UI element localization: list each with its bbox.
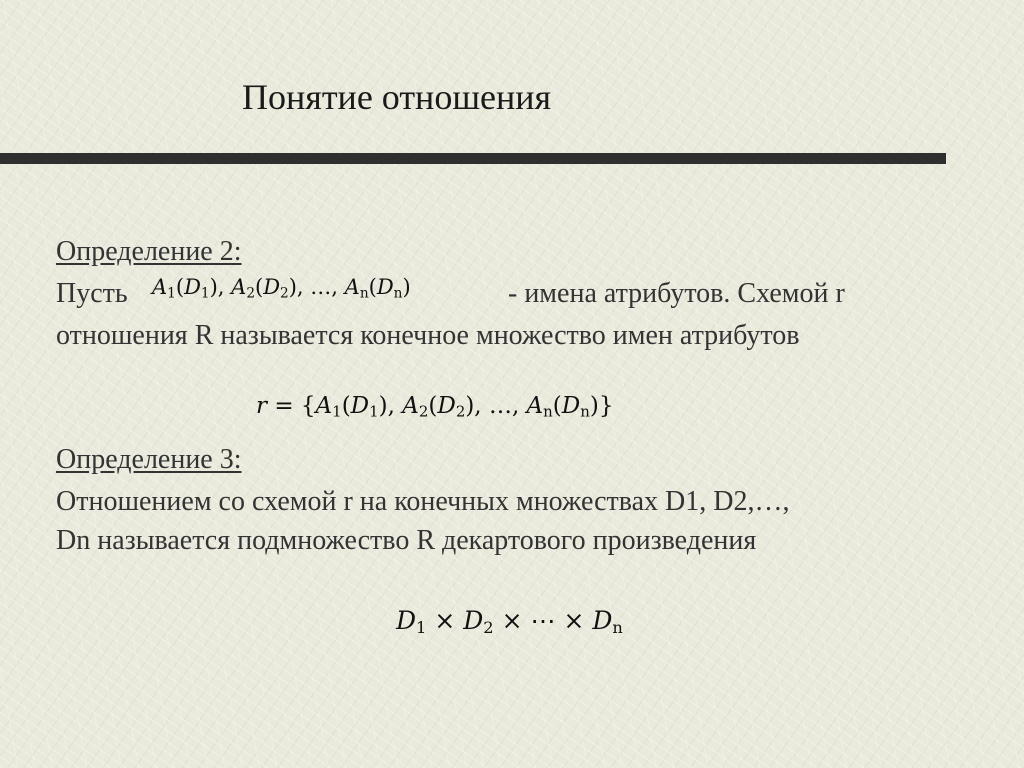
definition-2-line-1-start: Пусть xyxy=(56,278,128,309)
inline-formula-attributes: $A_1(D_1)$, $A_2(D_2)$, …, $A_n(D_n)$ xyxy=(152,275,411,302)
slide-title: Понятие отношения xyxy=(242,77,552,117)
definition-3-heading: Определение 3: xyxy=(56,444,242,475)
definition-2-line-2: отношения R называется конечное множество имен атрибутов xyxy=(56,320,800,351)
definition-3-line-2: Dn называется подмножество R декартового произведения xyxy=(56,525,757,556)
formula-schema: $r = \{A_1(D_1)$, $A_2(D_2)$, …, $A_n(D_n)$} xyxy=(256,393,614,421)
title-divider xyxy=(0,153,946,164)
definition-3-line-1: Отношением со схемой r на конечных множествах D1, D2,…, xyxy=(56,486,790,517)
definition-2-heading: Определение 2: xyxy=(56,236,242,267)
formula-cartesian-product: $D_1 \times D_2$ × ⋯ × $D_n$ xyxy=(396,606,623,638)
definition-2-line-1-end: - имена атрибутов. Схемой r xyxy=(508,278,845,309)
